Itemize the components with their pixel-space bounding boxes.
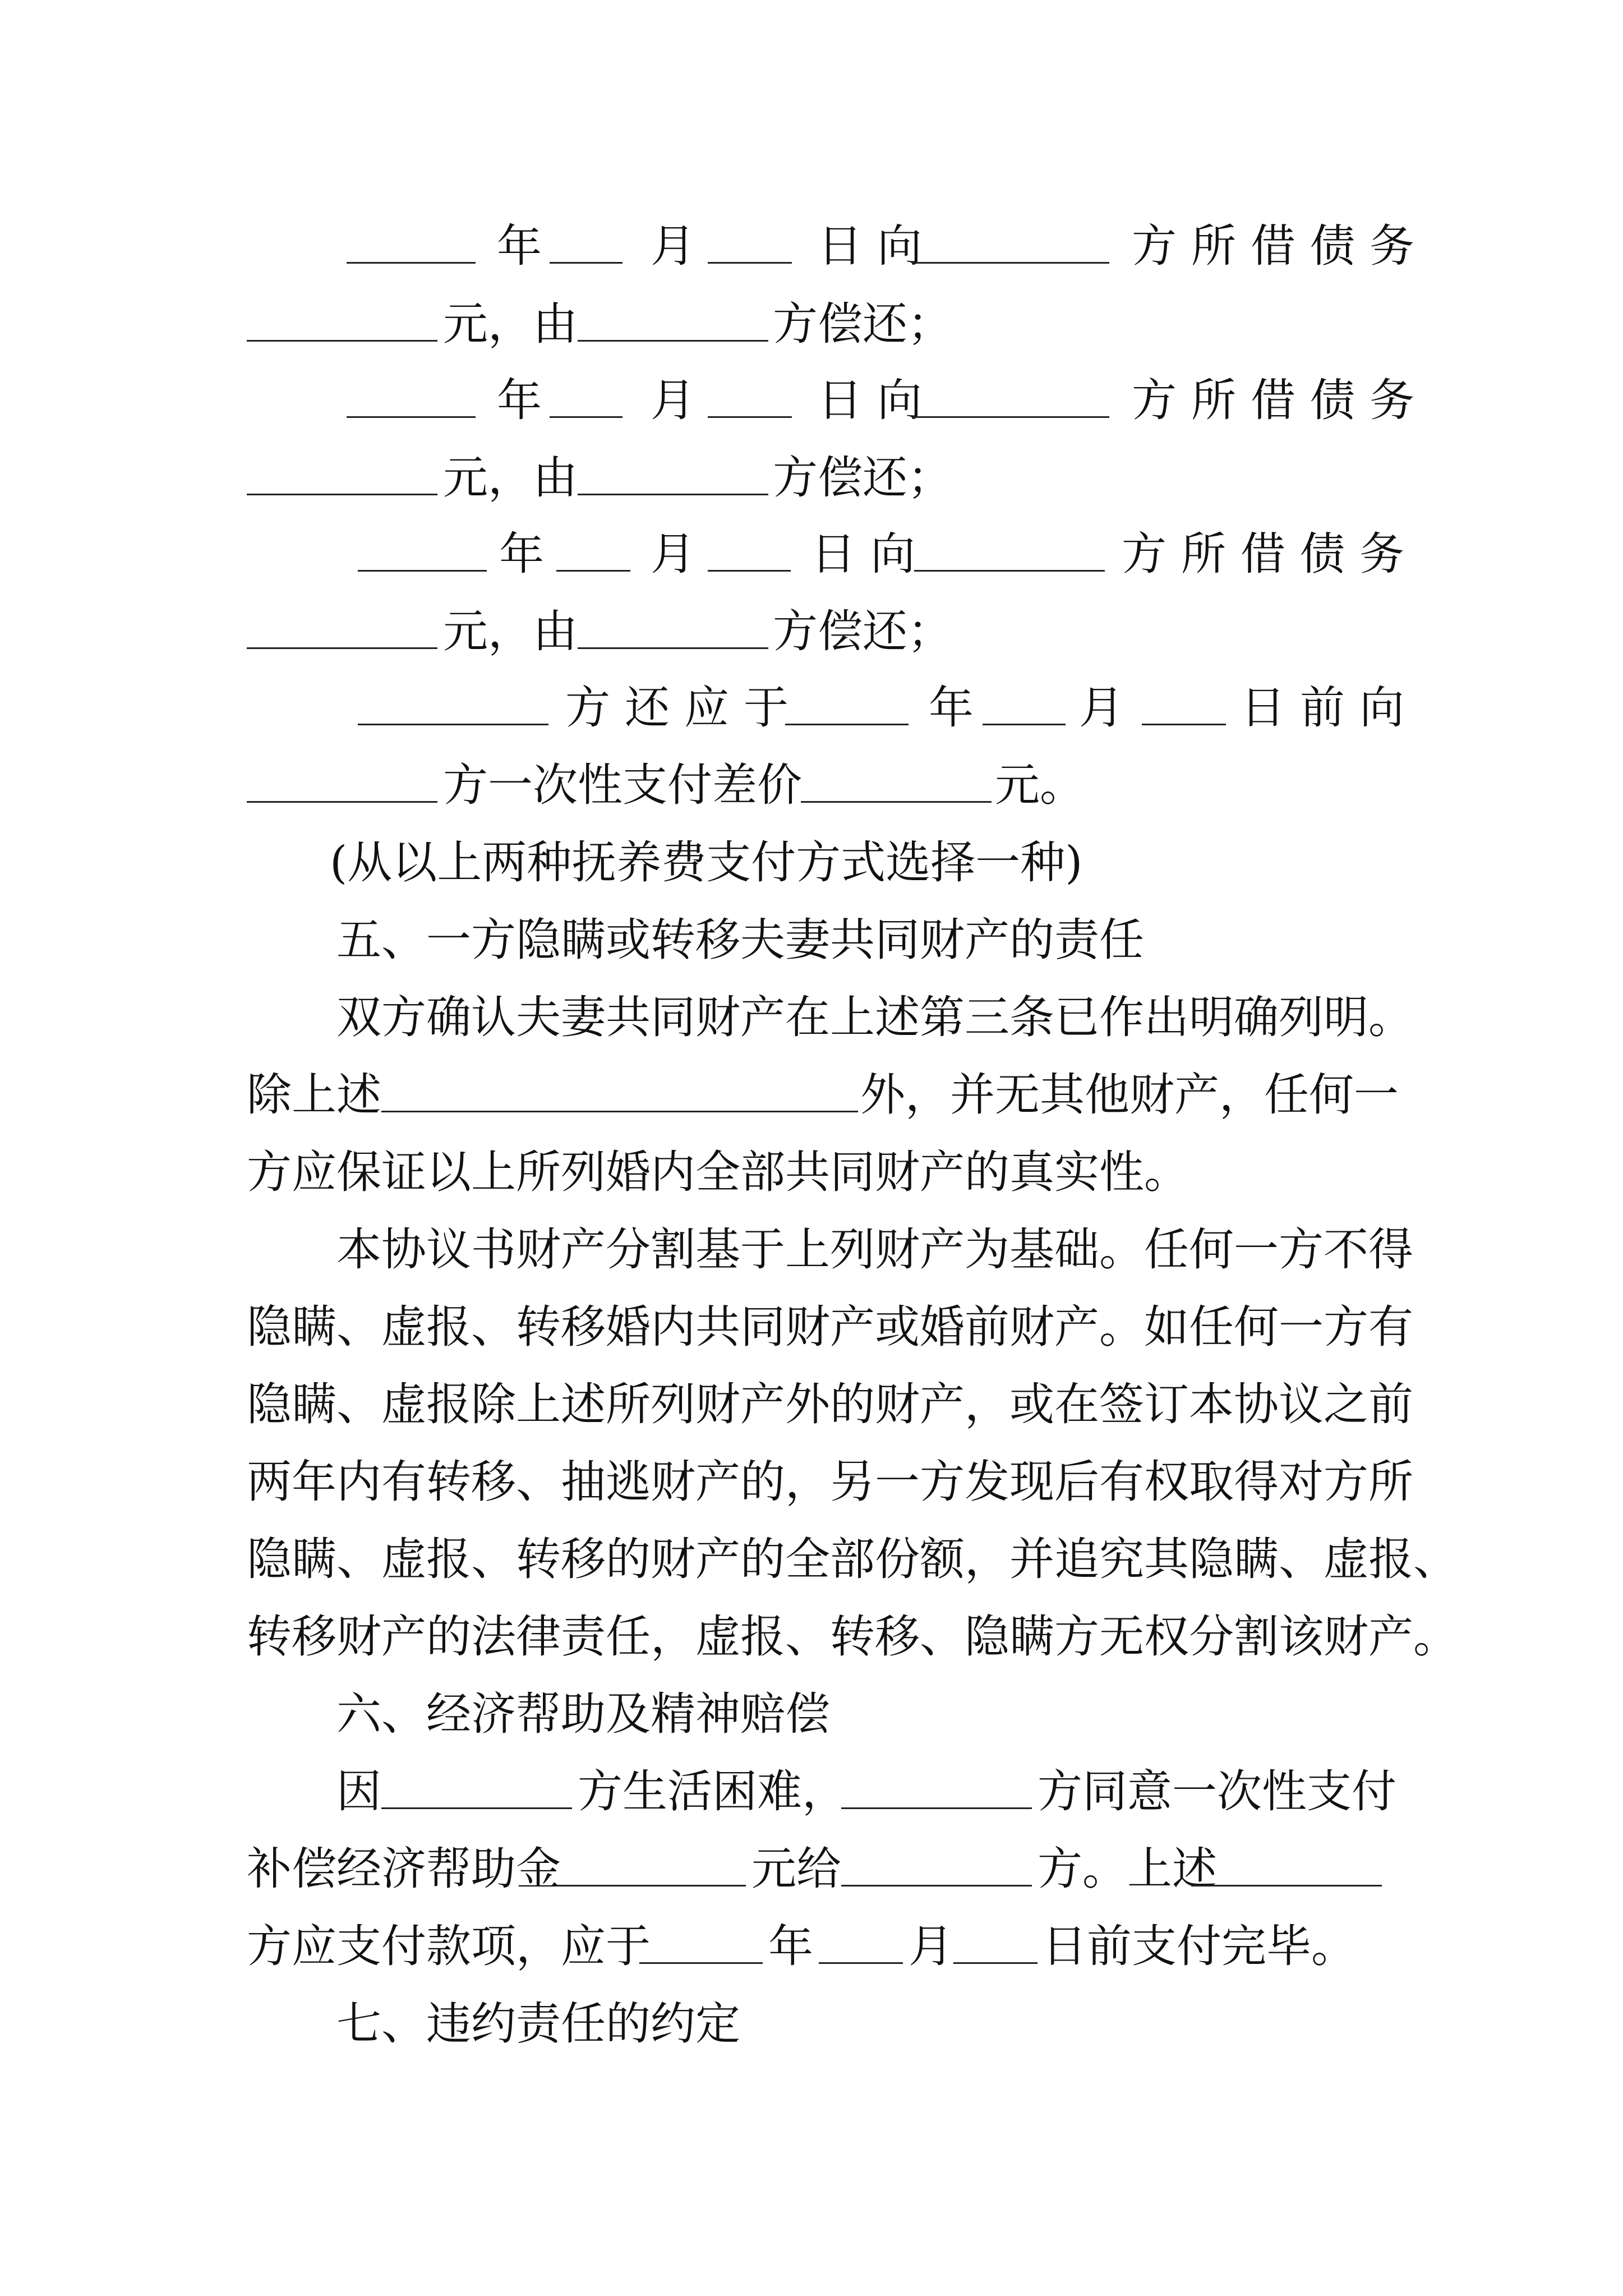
debt-repay-label: 方偿还； xyxy=(773,452,952,504)
section-6-line-2 xyxy=(0,1838,1623,1901)
section-5-p1-line-3 xyxy=(0,1141,1623,1204)
blank-creditor[interactable] xyxy=(913,416,1109,418)
section-6-line-3 xyxy=(0,1915,1623,1978)
blank-amount[interactable] xyxy=(555,1885,746,1887)
debt-3-line-1 xyxy=(0,523,1623,586)
blank-repayer[interactable] xyxy=(578,647,768,649)
debt-2-line-2 xyxy=(0,447,1623,509)
debt-month-label: 月 xyxy=(651,374,695,426)
debt-amount-label: 元，由 xyxy=(443,298,578,350)
section-5-text: 转移财产的法律责任，虚报、转移、隐瞒方无权分割该财产。 xyxy=(247,1611,1458,1663)
section-5-p2-line-3 xyxy=(0,1373,1623,1436)
blank-party[interactable] xyxy=(841,1885,1032,1887)
section-6-text: 方。上述 xyxy=(1038,1843,1217,1895)
debt-owed-label: 方所借债务 xyxy=(1132,374,1429,426)
section-6-line-1 xyxy=(0,1760,1623,1823)
blank-month[interactable] xyxy=(983,724,1066,725)
debt-1-line-2 xyxy=(0,293,1623,356)
section-5-heading: 五、一方隐瞒或转移夫妻共同财产的责任 xyxy=(336,914,1144,966)
difference-label-e: 方一次性支付差价 xyxy=(443,759,802,811)
section-5-text: 双方确认夫妻共同财产在上述第三条已作出明确列明。 xyxy=(336,991,1413,1043)
difference-label-b: 年 xyxy=(929,682,974,734)
blank-creditor[interactable] xyxy=(913,262,1109,264)
section-6-text: 年 xyxy=(768,1920,813,1972)
section-5-p1-line-1 xyxy=(0,986,1623,1049)
blank-year[interactable] xyxy=(639,1962,763,1964)
debt-year-label: 年 xyxy=(497,374,542,426)
section-6-text: 方应支付款项，应于 xyxy=(247,1920,651,1972)
section-6-heading: 六、经济帮助及精神赔偿 xyxy=(336,1688,830,1740)
section-5-text: 外，并无其他财产，任何一 xyxy=(860,1069,1399,1121)
choice-note-line xyxy=(0,831,1623,894)
debt-3-line-2 xyxy=(0,600,1623,663)
blank-party[interactable] xyxy=(841,1807,1032,1809)
blank-party[interactable] xyxy=(381,1807,572,1809)
section-6-text: 月 xyxy=(909,1920,953,1972)
section-5-text: 隐瞒、虚报、转移的财产的全部份额，并追究其隐瞒、虚报、 xyxy=(247,1533,1458,1585)
debt-year-label: 年 xyxy=(497,220,542,272)
section-6-text: 方生活困难， xyxy=(578,1765,847,1818)
choice-note: (从以上两种抚养费支付方式选择一种) xyxy=(330,836,1083,889)
section-5-text: 隐瞒、虚报除上述所列财产外的财产，或在签订本协议之前 xyxy=(247,1378,1413,1430)
difference-label-f: 元。 xyxy=(995,759,1085,811)
section-6-text: 补偿经济帮助金 xyxy=(247,1843,561,1895)
debt-year-label: 年 xyxy=(499,528,544,580)
blank-party[interactable] xyxy=(247,801,437,803)
blank-month[interactable] xyxy=(550,416,623,418)
blank-repayer[interactable] xyxy=(578,340,768,342)
blank-day[interactable] xyxy=(1142,724,1226,725)
section-6-text: 日前支付完毕。 xyxy=(1042,1920,1356,1972)
blank-year[interactable] xyxy=(347,416,476,418)
blank-year[interactable] xyxy=(358,570,487,572)
section-5-text: 两年内有转移、抽逃财产的，另一方发现后有权取得对方所 xyxy=(247,1456,1413,1508)
section-5-heading-line xyxy=(0,909,1623,972)
section-6-text: 元给 xyxy=(751,1843,841,1895)
debt-amount-label: 元，由 xyxy=(443,452,578,504)
debt-month-label: 月 xyxy=(651,528,695,580)
blank-day[interactable] xyxy=(953,1962,1038,1964)
section-5-text: 除上述 xyxy=(247,1069,381,1121)
blank-month[interactable] xyxy=(819,1962,903,1964)
section-5-p2-line-5 xyxy=(0,1528,1623,1591)
section-5-text: 本协议书财产分割基于上列财产为基础。任何一方不得 xyxy=(336,1223,1413,1276)
section-6-text: 方同意一次性支付 xyxy=(1038,1765,1396,1818)
section-5-p2-line-2 xyxy=(0,1296,1623,1359)
blank-amount[interactable] xyxy=(801,801,992,803)
difference-label-c: 月 xyxy=(1079,682,1124,734)
blank-day[interactable] xyxy=(708,570,791,572)
difference-label-a: 方还应于 xyxy=(565,682,803,734)
blank-month[interactable] xyxy=(556,570,630,572)
section-5-p1-line-2 xyxy=(0,1064,1623,1126)
difference-line-1 xyxy=(0,677,1623,739)
blank-year[interactable] xyxy=(785,724,909,725)
debt-2-line-1 xyxy=(0,369,1623,432)
debt-owed-label: 方所借债务 xyxy=(1122,528,1419,580)
blank-day[interactable] xyxy=(708,262,792,264)
blank-amount[interactable] xyxy=(247,647,437,649)
blank-year[interactable] xyxy=(347,262,476,264)
difference-label-d: 日前向 xyxy=(1241,682,1419,734)
section-6-text: 因 xyxy=(336,1765,381,1818)
blank-day[interactable] xyxy=(708,416,792,418)
section-5-p2-line-1 xyxy=(0,1218,1623,1281)
debt-day-label: 日向 xyxy=(811,528,930,580)
debt-repay-label: 方偿还； xyxy=(773,605,952,657)
blank-amount[interactable] xyxy=(247,494,437,495)
debt-1-line-1 xyxy=(0,215,1623,278)
debt-amount-label: 元，由 xyxy=(443,605,578,657)
debt-day-label: 日向 xyxy=(818,374,937,426)
section-7-heading-line xyxy=(0,1993,1623,2055)
difference-line-2 xyxy=(0,754,1623,817)
blank-other-assets[interactable] xyxy=(381,1111,858,1112)
debt-owed-label: 方所借债务 xyxy=(1132,220,1429,272)
blank-month[interactable] xyxy=(550,262,623,264)
blank-amount[interactable] xyxy=(247,340,437,342)
section-7-heading: 七、违约责任的约定 xyxy=(336,1998,740,2050)
section-5-text: 隐瞒、虚报、转移婚内共同财产或婚前财产。如任何一方有 xyxy=(247,1301,1413,1353)
blank-party[interactable] xyxy=(1191,1885,1382,1887)
section-5-text: 方应保证以上所列婚内全部共同财产的真实性。 xyxy=(247,1146,1189,1198)
section-5-p2-line-4 xyxy=(0,1451,1623,1513)
debt-repay-label: 方偿还； xyxy=(773,298,952,350)
debt-day-label: 日向 xyxy=(818,220,937,272)
section-5-p2-line-6 xyxy=(0,1605,1623,1668)
blank-creditor[interactable] xyxy=(914,570,1105,572)
debt-month-label: 月 xyxy=(651,220,695,272)
blank-repayer[interactable] xyxy=(578,494,768,495)
section-6-heading-line xyxy=(0,1683,1623,1746)
blank-party[interactable] xyxy=(358,724,548,725)
